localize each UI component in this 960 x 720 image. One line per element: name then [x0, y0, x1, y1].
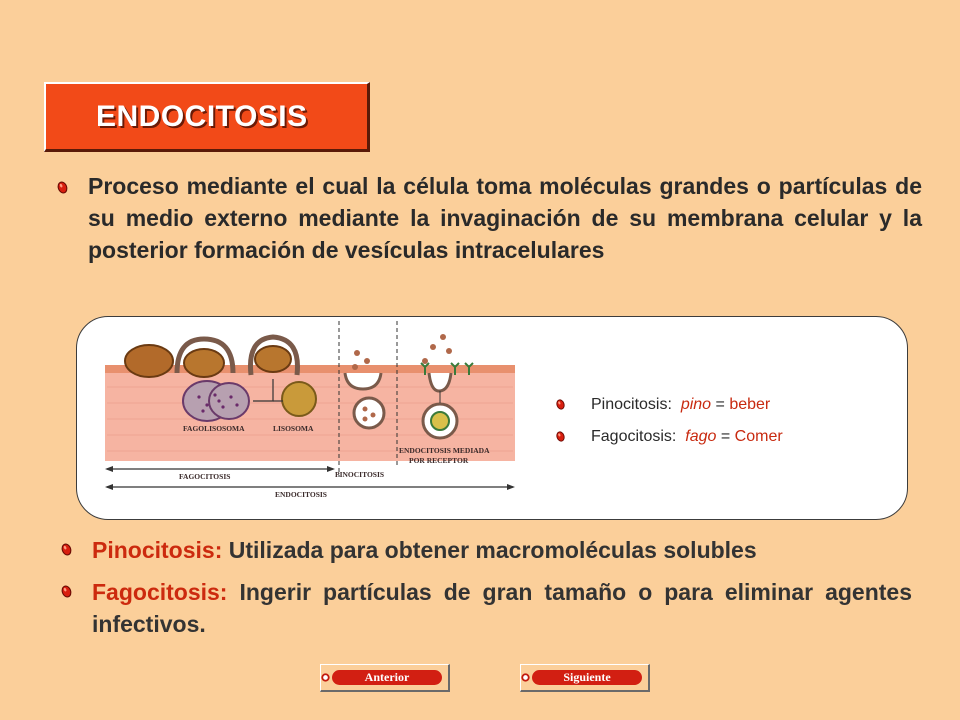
previous-button[interactable]	[320, 664, 450, 692]
point-label: Pinocitosis:	[92, 537, 223, 563]
bullet-icon	[555, 431, 566, 442]
point-text: Utilizada para obtener macromoléculas solubles	[222, 537, 757, 563]
legend-item-fagocitosis	[591, 428, 783, 446]
legend-root: fago	[685, 428, 717, 445]
legend-eq: =	[720, 428, 731, 445]
intro-text: Proceso mediante el cual la célula toma moléculas grandes o partículas de su medio externo mediante la invaginación de su membrana celular y la posterior formación de vesículas intracelulares	[88, 173, 922, 263]
next-button-label: Siguiente	[532, 670, 642, 685]
lysosome	[282, 382, 316, 416]
legend-item-pinocitosis	[591, 396, 770, 414]
pinocytic-vesicle	[354, 398, 384, 428]
previous-button-label: Anterior	[332, 670, 442, 685]
label-fagolisosoma: FAGOLISOSOMA	[183, 424, 245, 433]
point-label: Fagocitosis:	[92, 579, 228, 605]
bullet-icon	[60, 585, 73, 598]
phagolysosome	[209, 383, 249, 419]
bullet-icon	[555, 399, 566, 410]
particle	[184, 349, 224, 377]
diagram-panel	[76, 316, 908, 520]
legend-meaning: beber	[729, 396, 771, 413]
bullet-icon	[321, 673, 330, 682]
label-fagocitosis: FAGOCITOSIS	[179, 472, 231, 481]
point-text: Ingerir partículas de gran tamaño o para eliminar agentes infectivos.	[92, 579, 912, 637]
label-pinocitosis: PINOCITOSIS	[335, 470, 385, 479]
legend-term: Fagocitosis:	[591, 428, 677, 445]
legend-meaning: Comer	[734, 428, 783, 445]
endocytosis-diagram	[77, 317, 908, 520]
legend-eq: =	[715, 396, 725, 413]
pinocytic-pit	[345, 373, 381, 389]
label-receptor-line1: ENDOCITOSIS MEDIADA	[399, 446, 490, 455]
particle	[255, 346, 291, 372]
page-title: ENDOCITOSIS	[96, 100, 308, 133]
title-box	[44, 82, 370, 152]
point-fagocitosis	[92, 576, 912, 640]
label-receptor-line2: POR RECEPTOR	[409, 456, 469, 465]
label-endocitosis: ENDOCITOSIS	[275, 490, 327, 499]
legend-term: Pinocitosis:	[591, 396, 672, 413]
bullet-icon	[521, 673, 530, 682]
label-lisosoma: LISOSOMA	[273, 424, 314, 433]
legend-root: pino	[680, 396, 712, 413]
particle	[125, 345, 173, 377]
next-button[interactable]	[520, 664, 650, 692]
bullet-icon	[56, 181, 69, 194]
point-pinocitosis	[92, 534, 922, 566]
bullet-icon	[60, 543, 73, 556]
